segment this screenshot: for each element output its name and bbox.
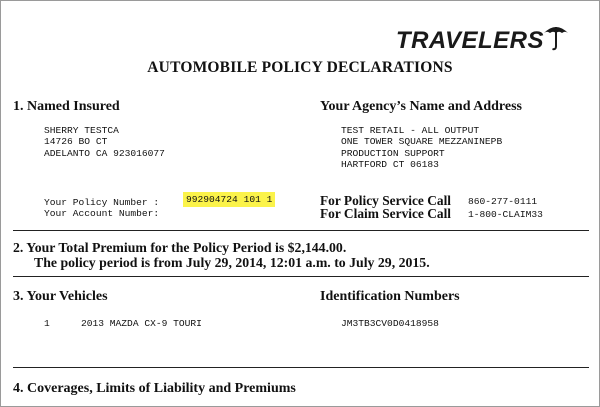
document-title: AUTOMOBILE POLICY DECLARATIONS bbox=[147, 59, 453, 76]
claim-service-label: For Claim Service Call bbox=[320, 206, 452, 221]
agency-dept: PRODUCTION SUPPORT bbox=[341, 147, 445, 159]
coverages-heading: 4. Coverages, Limits of Liability and Premiums bbox=[13, 381, 296, 396]
insured-street: 14726 BO CT bbox=[44, 136, 108, 148]
logo-text: TRAVELERS bbox=[395, 27, 544, 54]
policy-period-line: The policy period is from July 29, 2014, 12:01 a.m. to July 29, 2015. bbox=[34, 255, 430, 270]
policy-service-phone: 860-277-0111 bbox=[468, 196, 538, 207]
divider bbox=[13, 367, 589, 368]
vehicle-number: 1 bbox=[44, 318, 50, 329]
vehicle-vin: JM3TB3CV0D0418958 bbox=[341, 318, 439, 329]
insured-city: ADELANTO CA 923016077 bbox=[44, 147, 165, 159]
agency-address bbox=[341, 125, 502, 171]
divider bbox=[13, 230, 589, 231]
claim-service-phone: 1-800-CLAIM33 bbox=[468, 209, 543, 220]
umbrella-icon bbox=[541, 21, 571, 51]
premium-line: 2. Your Total Premium for the Policy Period is $2,144.00. bbox=[13, 240, 347, 255]
divider bbox=[13, 276, 589, 277]
policy-number-label: Your Policy Number : bbox=[44, 197, 160, 208]
insured-name: SHERRY TESTCA bbox=[44, 125, 119, 136]
agency-city: HARTFORD CT 06183 bbox=[341, 159, 439, 171]
vehicle-description: 2013 MAZDA CX-9 TOURI bbox=[81, 318, 202, 329]
agency-heading: Your Agency’s Name and Address bbox=[320, 99, 522, 114]
named-insured-address bbox=[44, 125, 165, 159]
agency-name: TEST RETAIL - ALL OUTPUT bbox=[341, 125, 480, 136]
agency-street: ONE TOWER SQUARE MEZZANINEPB bbox=[341, 136, 503, 148]
identification-heading: Identification Numbers bbox=[320, 289, 460, 304]
policy-number-highlight: 992904724 101 1 bbox=[183, 192, 275, 207]
named-insured-heading: 1. Named Insured bbox=[13, 99, 120, 114]
vehicles-heading: 3. Your Vehicles bbox=[13, 289, 108, 304]
account-number-label: Your Account Number: bbox=[44, 208, 160, 219]
policy-number-value bbox=[183, 194, 275, 205]
travelers-logo bbox=[396, 21, 571, 53]
policy-service-label: For Policy Service Call bbox=[320, 193, 452, 208]
